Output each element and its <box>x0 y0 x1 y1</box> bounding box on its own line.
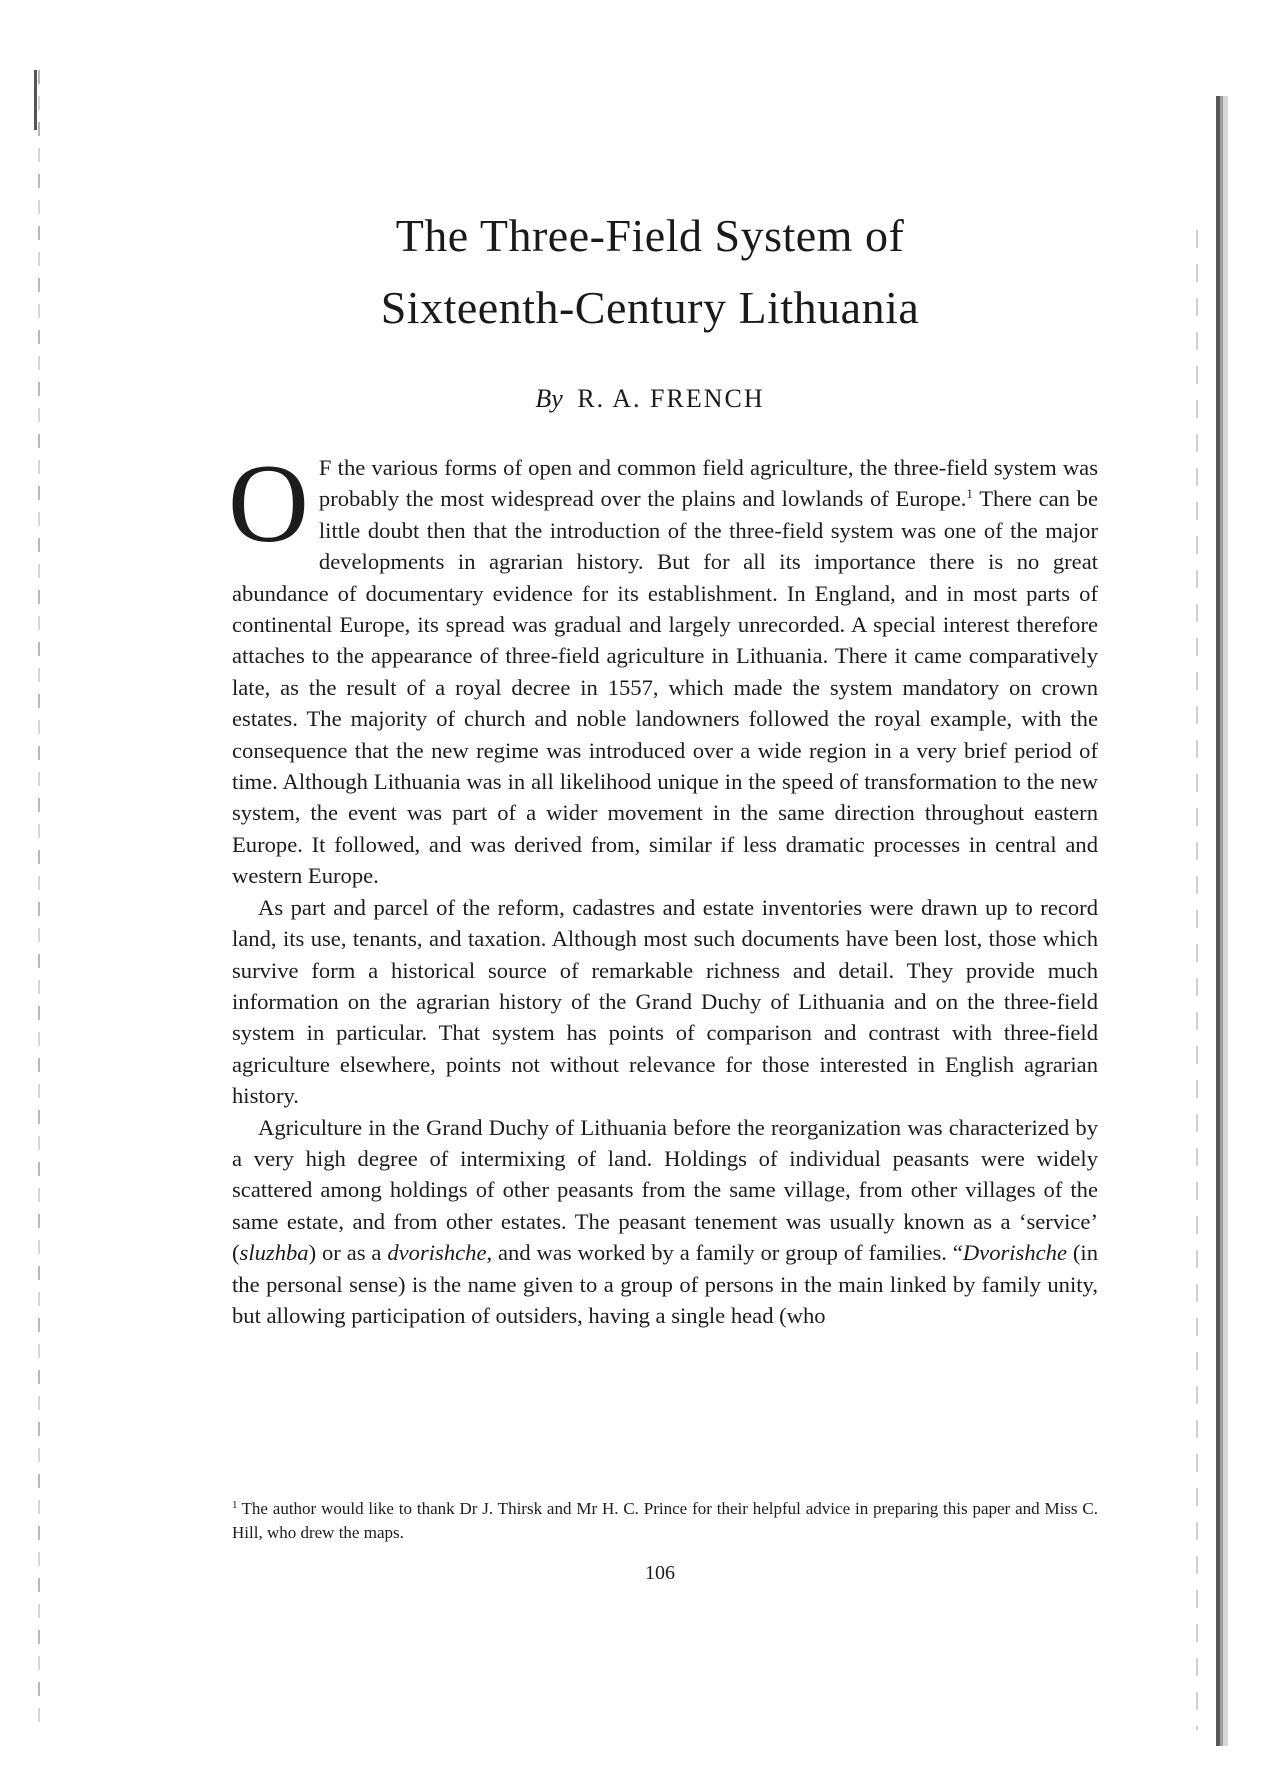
paragraph-1 <box>228 442 1098 892</box>
paragraph-3-text-b: ) or as a <box>308 1240 388 1266</box>
byline <box>150 384 1150 414</box>
title-line-2: Sixteenth-Century Lithuania <box>380 282 920 333</box>
paragraph-1-text-b: There can be little doubt then that the introduction of the three-field system was one of the major developments in agrarian history. But for all its importance there is no great abundance of documentary evidence for its establishment. In England, and in most parts of continental Europe, its spread was gradual and largely unrecorded. A special interest therefore attaches to the appearance of three-field agriculture in Lithuania. There it came comparatively late, as the result of a royal decree in 1557, which made the system mandatory on crown estates. The majority of church and noble landowners followed the royal example, with the consequence that the new regime was introduced over a wide region in a very brief period of time. Although Lithuania was in all likelihood unique in the speed of transformation to the new system, the event was part of a wider movement in the same direction throughout eastern Europe. It followed, and was derived from, similar if less dramatic processes in central and western Europe. <box>232 486 1098 889</box>
footnote-marker: 1 <box>232 1499 238 1511</box>
paragraph-2: As part and parcel of the reform, cadastres and estate inventories were drawn up to record land, its use, tenants, and taxation. Although most such documents have been lost, those which survive form a historical source of remarkable richness and detail. They provide much information on the agrarian history of the Grand Duchy of Lithuania and on the three-field system in particular. That system has points of comparison and contrast with three-field agriculture elsewhere, points not without relevance for those interested in English agrarian history. <box>232 894 1098 1109</box>
paragraph-3-text-c: , and was worked by a family or group of families. “ <box>486 1240 963 1266</box>
footnote-ref[interactable]: 1 <box>966 486 973 502</box>
page-number: 106 <box>645 1562 675 1584</box>
paragraph-1-text-a: F the various forms of open and common field agriculture, the three-field system was probably the most widespread over the plains and lowlands of Europe. <box>318 455 1098 512</box>
paragraph-3 <box>232 1112 1098 1332</box>
article-body <box>228 442 1098 1331</box>
scan-edge-right <box>1216 96 1228 1746</box>
paragraph-3-text-a: Agriculture in the Grand Duchy of Lithuania before the reorganization was characterized by a very high degree of intermixing of land. Holdings of individual peasants were widely scattered among holdings of other peasants from the same village, from other villages of the same estate, and from other estates. The peasant tenement was usually known as a ‘service’ ( <box>232 1114 1098 1266</box>
author-name: R. A. FRENCH <box>577 384 765 413</box>
footnote <box>232 1497 1098 1545</box>
byline-prefix: By <box>535 384 563 413</box>
title-line-1: The Three-Field System of <box>395 210 905 261</box>
scan-edge-mark <box>34 70 37 130</box>
footnote-text: The author would like to thank Dr J. Thirsk and Mr H. C. Prince for their helpful advice in preparing this paper and Miss C. Hill, who drew the maps. <box>232 1499 1098 1542</box>
drop-cap: O <box>228 442 309 566</box>
article-title <box>150 200 1150 344</box>
term-sluzhba: sluzhba <box>239 1240 309 1266</box>
scan-edge-left <box>38 70 40 1730</box>
paragraph-3-text-d: (in the personal sense) is the name given to a group of persons in the main linked by family unity, but allowing participation of outsiders, having a single head (who <box>232 1240 1098 1328</box>
term-dvorishche-quote: Dvorishche <box>962 1240 1067 1266</box>
scan-edge-right-inner <box>1196 230 1198 1730</box>
term-dvorishche: dvorishche <box>387 1240 487 1266</box>
